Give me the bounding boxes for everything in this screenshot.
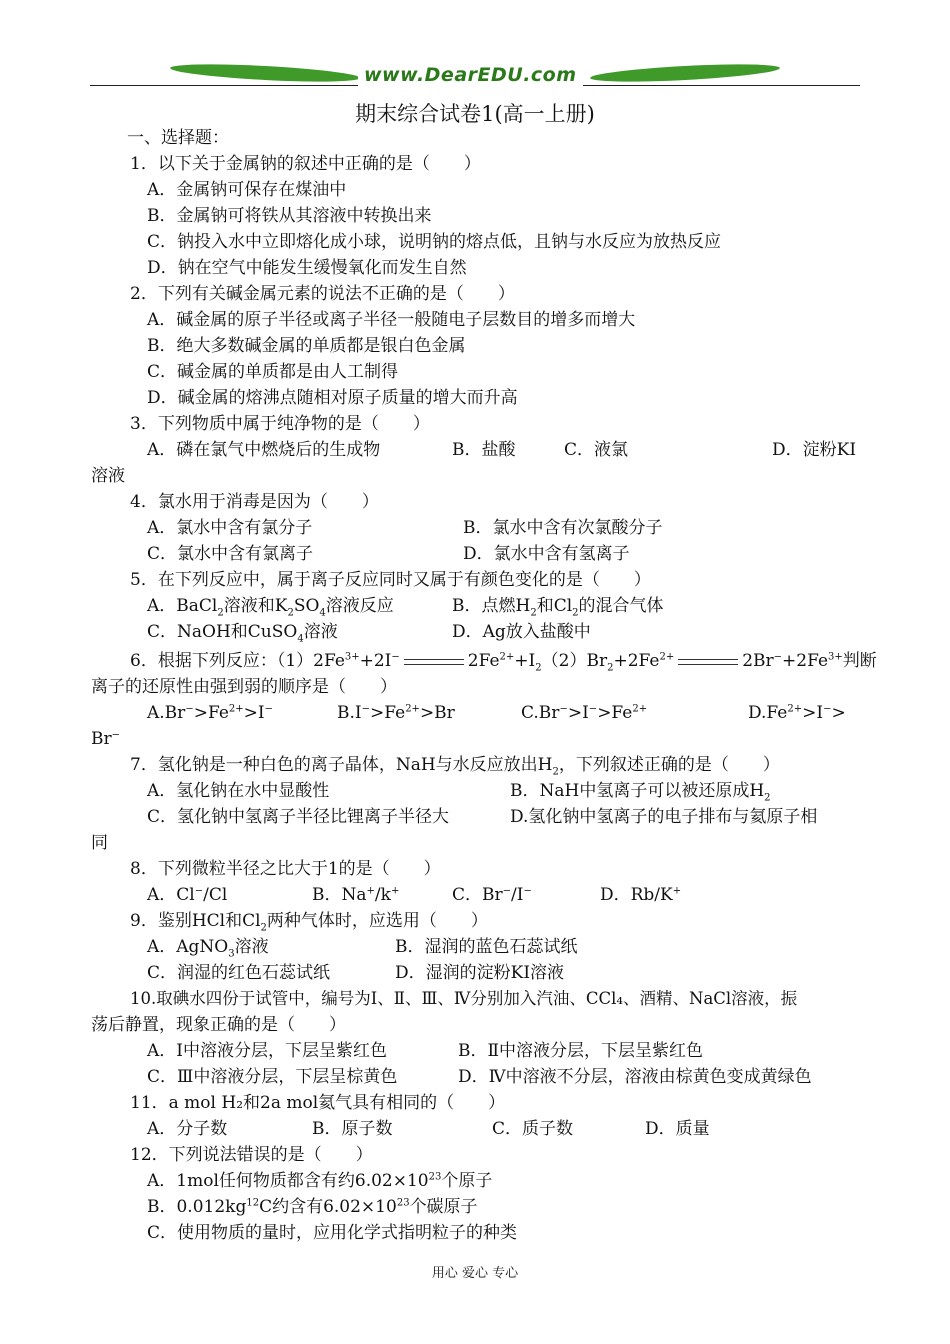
q5-option-a: A．BaCl$_2$溶液和$K_2SO_4$溶液反应 (147, 596, 394, 619)
q4-option-b: B．氯水中含有次氯酸分子 (463, 518, 663, 538)
q9-option-b: B．湿润的蓝色石蕊试纸 (395, 937, 578, 957)
q9-stem: 9．鉴别HCl和$Cl_2$两种气体时，应选用（ ） (130, 911, 488, 934)
q10-stem-cont: 荡后静置，现象正确的是（ ） (91, 1015, 346, 1035)
q3-option-d: D．淀粉KI (772, 440, 857, 460)
q6-stem-cont: 离子的还原性由强到弱的顺序是（ ） (91, 677, 397, 697)
reaction-equals-sign (404, 659, 464, 665)
q3-option-a: A．磷在氯气中燃烧后的生成物 (147, 440, 381, 460)
q6-option-d-cont: Br− (91, 729, 121, 749)
q10-option-d: D．Ⅳ中溶液不分层，溶液由棕黄色变成黄绿色 (458, 1067, 812, 1087)
q6-option-b: $B.I^->Fe^{2+}>Br$ (337, 703, 455, 723)
q12-option-b: B．$0.012kg^{12}C$约含有$6.02\times 10^{23}$个碳原子 (147, 1197, 478, 1217)
q7-option-d: D.氢化钠中氢离子的电子排布与氦原子相 (510, 807, 818, 827)
q4-stem: 4．氯水用于消毒是因为（ ） (130, 492, 379, 512)
q7-option-a: A．氢化钠在水中显酸性 (147, 781, 330, 801)
q11-option-a: A．分子数 (147, 1119, 228, 1139)
reaction-equals-sign (678, 659, 738, 665)
q5-stem: 5．在下列反应中，属于离子反应同时又属于有颜色变化的是（ ） (130, 570, 651, 590)
q9-option-c: C．润湿的红色石蕊试纸 (147, 963, 331, 983)
q3-option-c: C．液氯 (564, 440, 629, 460)
q4-option-a: A．氯水中含有氯分子 (147, 518, 313, 538)
header-banner (90, 60, 860, 90)
q5-option-c: C．NaOH和CuSO$_4$溶液 (147, 622, 338, 645)
q7-option-d-cont: 同 (91, 833, 108, 853)
q5-option-d: D．Ag放入盐酸中 (452, 622, 591, 642)
q8-option-d: D．Rb/K+ (600, 885, 682, 905)
q10-option-a: A．Ⅰ中溶液分层，下层呈紫红色 (147, 1041, 387, 1061)
q11-option-b: B．原子数 (312, 1119, 393, 1139)
q12-option-a: A．1mol任何物质都含有约$6.02\times 10^{23}$个原子 (147, 1171, 493, 1191)
q8-option-c: C．Br−/I− (452, 885, 532, 905)
q6-option-d: $D.Fe^{2+}>I^->$ (748, 703, 846, 723)
q5-option-b: B．点燃$H_2$和$Cl_2$的混合气体 (452, 596, 664, 619)
q1-option-c: C．钠投入水中立即熔化成小球，说明钠的熔点低，且钠与水反应为放热反应 (147, 232, 722, 252)
leaf-decoration-right (590, 61, 780, 85)
q1-stem: 1．以下关于金属钠的叙述中正确的是（ ） (130, 154, 481, 174)
q2-option-d: D．碱金属的熔沸点随相对原子质量的增大而升高 (147, 388, 518, 408)
q7-option-b: B．NaH中氢离子可以被还原成$H_2$ (510, 781, 771, 804)
q6-option-a: $A.Br^->Fe^{2+}>I^-$ (147, 703, 273, 723)
q6-option-c: $C.Br^->I^->Fe^{2+}$ (521, 703, 648, 723)
q9-option-a: A．AgNO$_3$溶液 (147, 937, 269, 960)
q4-option-d: D．氯水中含有氢离子 (463, 544, 630, 564)
q3-option-d-cont: 溶液 (91, 466, 125, 486)
q11-option-d: D．质量 (645, 1119, 710, 1139)
q8-stem: 8．下列微粒半径之比大于1的是（ ） (130, 859, 441, 879)
q10-stem: 10.取碘水四份于试管中，编号为Ⅰ、Ⅱ、Ⅲ、Ⅳ分别加入汽油、CCl₄、酒精、NaCl溶液，振 (130, 989, 798, 1008)
q7-option-c: C．氢化钠中氢离子半径比锂离子半径大 (147, 807, 450, 827)
q6-stem: 6．根据下列反应：$(1)2Fe^{3+}+2I^-$ $2Fe^{2+}+I_2(2)Br_2+2Fe^{2+}$ $2Br^-+2Fe^{3+}$判断 (130, 651, 877, 674)
section-heading: 一、选择题： (127, 128, 229, 148)
q2-option-b: B．绝大多数碱金属的单质都是银白色金属 (147, 336, 466, 356)
q12-stem: 12．下列说法错误的是（ ） (130, 1145, 373, 1165)
q10-option-c: C．Ⅲ中溶液分层，下层呈棕黄色 (147, 1067, 398, 1087)
page-footer: 用心 爱心 专心 (431, 1266, 519, 1281)
q3-stem: 3．下列物质中属于纯净物的是（ ） (130, 414, 430, 434)
q1-option-b: B．金属钠可将铁从其溶液中转换出来 (147, 206, 432, 226)
leaf-decoration-left (170, 61, 360, 85)
site-logo-text[interactable]: www.DearEDU.com (358, 64, 583, 86)
q11-option-c: C．质子数 (492, 1119, 574, 1139)
q12-option-c: C．使用物质的量时，应用化学式指明粒子的种类 (147, 1223, 518, 1243)
q11-stem: 11．a mol H₂和2a mol氦气具有相同的（ ） (130, 1093, 506, 1113)
q8-option-b: B．Na+/k+ (312, 885, 400, 905)
q1-option-d: D．钠在空气中能发生缓慢氧化而发生自然 (147, 258, 467, 278)
q2-stem: 2．下列有关碱金属元素的说法不正确的是（ ） (130, 284, 515, 304)
page-title: 期末综合试卷1(高一上册) (355, 102, 595, 126)
q10-option-b: B．Ⅱ中溶液分层，下层呈紫红色 (458, 1041, 704, 1061)
q2-option-c: C．碱金属的单质都是由人工制得 (147, 362, 399, 382)
q2-option-a: A．碱金属的原子半径或离子半径一般随电子层数目的增多而增大 (147, 310, 636, 330)
q4-option-c: C．氯水中含有氯离子 (147, 544, 314, 564)
q7-stem: 7．氢化钠是一种白色的离子晶体，NaH与水反应放出$H_2$，下列叙述正确的是（ ） (130, 755, 780, 778)
q1-option-a: A．金属钠可保存在煤油中 (147, 180, 347, 200)
q3-option-b: B．盐酸 (452, 440, 516, 460)
q8-option-a: A．Cl−/Cl (147, 885, 228, 905)
q9-option-d: D．湿润的淀粉KI溶液 (395, 963, 565, 983)
